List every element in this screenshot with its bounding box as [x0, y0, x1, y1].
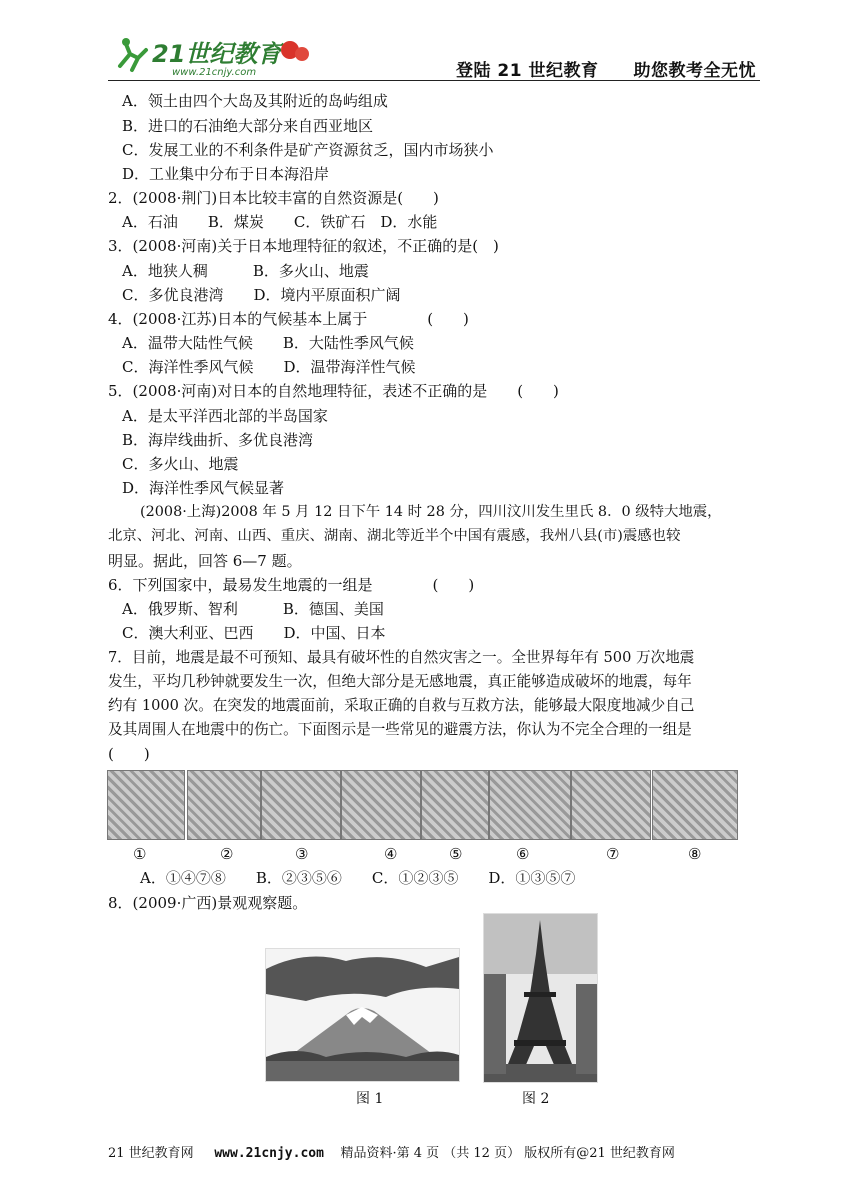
figure-2-eiffel-tower	[483, 913, 598, 1083]
photo-number-3: ③	[295, 845, 309, 863]
photo-number-4: ④	[384, 845, 398, 863]
quake-photo-3	[261, 770, 341, 840]
q1-option-c: C．发展工业的不利条件是矿产资源贫乏，国内市场狭小	[122, 141, 494, 159]
figure-1-caption: 图 1	[356, 1091, 384, 1107]
q6-options-cd: C．澳大利亚、巴西 D．中国、日本	[122, 624, 386, 642]
question-5: 5．(2008·河南)对日本的自然地理特征，表述不正确的是 ( )	[108, 382, 559, 400]
q6-options-ab: A．俄罗斯、智利 B．德国、美国	[122, 600, 384, 618]
quake-photo-8	[652, 770, 738, 840]
q3-options-cd: C．多优良港湾 D．境内平原面积广阔	[122, 286, 401, 304]
q5-option-b: B．海岸线曲折、多优良港湾	[122, 431, 314, 449]
q5-option-d: D．海洋性季风气候显著	[122, 479, 285, 497]
q2-options: A．石油 B．煤炭 C．铁矿石 D．水能	[122, 213, 438, 231]
quake-photo-7	[571, 770, 651, 840]
footer-site-name: 21 世纪教育网	[108, 1146, 194, 1161]
q1-option-d: D．工业集中分布于日本海沿岸	[122, 165, 330, 183]
q7-options: A．①④⑦⑧ B．②③⑤⑥ C．①②③⑤ D．①③⑤⑦	[140, 869, 576, 887]
q5-option-a: A．是太平洋西北部的半岛国家	[122, 407, 328, 425]
q3-options-ab: A．地狭人稠 B．多火山、地震	[122, 262, 369, 280]
context-paragraph-line-1: (2008·上海)2008 年 5 月 12 日下午 14 时 28 分，四川汶川发生里氏 8．0 级特大地震，	[140, 504, 722, 520]
q4-options-cd: C．海洋性季风气候 D．温带海洋性气候	[122, 358, 416, 376]
q4-options-ab: A．温带大陆性气候 B．大陆性季风气候	[122, 334, 414, 352]
footer-page-info: 精品资料·第 4 页 （共 12 页） 版权所有@21 世纪教育网	[340, 1146, 675, 1161]
question-7-line-2: 发生，平均几秒钟就要发生一次，但绝大部分是无感地震，真正能够造成破坏的地震，每年	[108, 673, 692, 690]
logo-url: www.21cnjy.com	[172, 67, 257, 78]
question-7-blank: ( )	[108, 745, 150, 763]
context-paragraph-line-2: 北京、河北、河南、山西、重庆、湖南、湖北等近半个中国有震感，我州八县(市)震感也较	[108, 528, 681, 544]
photo-number-6: ⑥	[516, 845, 530, 863]
header-divider	[108, 80, 760, 81]
q1-option-b: B．进口的石油绝大部分来自西亚地区	[122, 117, 374, 135]
site-logo[interactable]	[112, 36, 312, 78]
question-6: 6．下列国家中，最易发生地震的一组是 ( )	[108, 576, 475, 594]
question-8: 8．(2009·广西)景观观察题。	[108, 894, 308, 912]
page-footer	[108, 1142, 675, 1161]
q5-option-c: C．多火山、地震	[122, 455, 239, 473]
context-paragraph-line-3: 明显。据此，回答 6—7 题。	[108, 552, 302, 570]
question-7-line-1: 7．目前，地震是最不可预知、最具有破坏性的自然灾害之一。全世界每年有 500 万次地震	[108, 649, 695, 666]
quake-photo-2	[187, 770, 261, 840]
quake-photo-1	[107, 770, 185, 840]
question-2: 2．(2008·荆门)日本比较丰富的自然资源是( )	[108, 189, 439, 207]
photo-number-7: ⑦	[606, 845, 620, 863]
figure-2-caption: 图 2	[522, 1091, 550, 1107]
photo-number-1: ①	[133, 845, 147, 863]
footer-url[interactable]: www.21cnjy.com	[214, 1146, 324, 1161]
quake-photo-6	[489, 770, 571, 840]
q1-option-a: A．领土由四个大岛及其附近的岛屿组成	[122, 92, 388, 110]
photo-number-8: ⑧	[688, 845, 702, 863]
header-slogan: 登陆 21 世纪教育 助您教考全无忧	[456, 61, 756, 81]
runner-logo-icon	[112, 36, 312, 78]
quake-photo-5	[421, 770, 489, 840]
figure-1-mount-fuji	[265, 948, 460, 1082]
question-7-line-4: 及其周围人在地震中的伤亡。下面图示是一些常见的避震方法，你认为不完全合理的一组是	[108, 721, 692, 738]
photo-number-5: ⑤	[449, 845, 463, 863]
quake-photo-4	[341, 770, 421, 840]
photo-number-2: ②	[220, 845, 234, 863]
question-4: 4．(2008·江苏)日本的气候基本上属于 ( )	[108, 310, 469, 328]
question-7-line-3: 约有 1000 次。在突发的地震面前，采取正确的自救与互救方法，能够最大限度地减少自己	[108, 697, 695, 714]
logo-text: 21世纪教育	[152, 40, 282, 68]
question-3: 3．(2008·河南)关于日本地理特征的叙述，不正确的是( )	[108, 237, 499, 255]
